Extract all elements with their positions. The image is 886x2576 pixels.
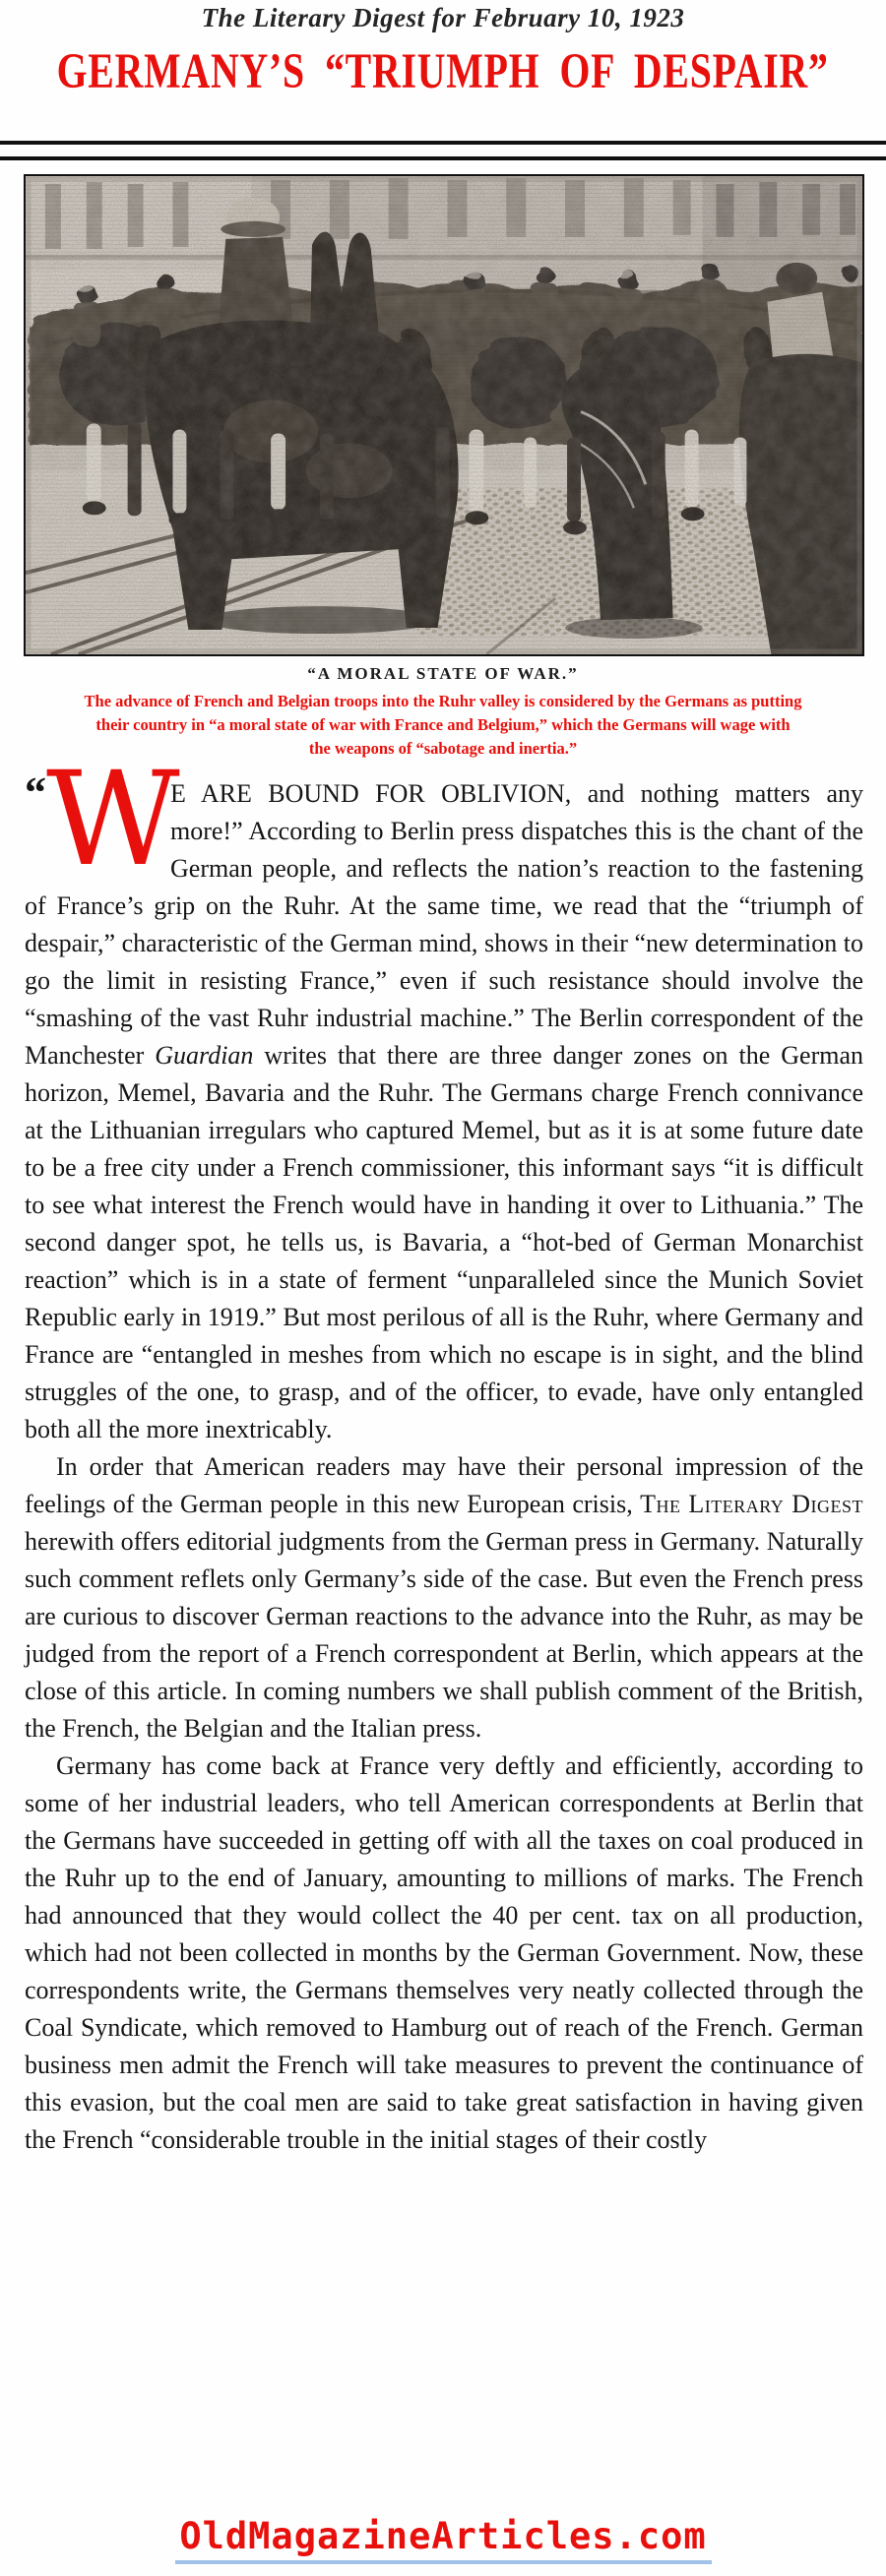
drop-cap-letter: W: [46, 744, 180, 895]
headline: [0, 43, 886, 100]
site-watermark: OldMagazineArticles.com: [179, 2515, 707, 2557]
divider-rule-bottom: [0, 156, 886, 160]
footer-underline: [175, 2560, 712, 2564]
masthead: The Literary Digest for February 10, 1923: [201, 3, 685, 32]
paragraph-2: [25, 1448, 863, 1748]
photo-grain-texture: [26, 176, 862, 654]
cavalry-photo-illustration: [26, 176, 862, 654]
text-segment: herewith offers editorial judgments from the German press in Germany. Naturally such comment reflets only Germany’s side of the case. But even the French press are curious to discover German reactions to the advance into the Ruhr, as may be judged from the report of a French correspondent at Berlin, which appears at the close of this article. In coming numbers we shall publish comment of the British, the French, the Belgian and the Italian press.: [25, 1527, 863, 1743]
article-photo: [24, 174, 864, 656]
text-segment: writes that there are three danger zones on the German horizon, Memel, Bavaria and the Ruhr. The Germans charge French connivance at the Lithuanian irregulars who captured Memel, but as it is at some future date to be a free city under a French commissioner, this informant says “it is difficult to see what interest the French would have in handing it over to Lithuania.” The second danger spot, he tells us, is Bavaria, a “hot-bed of German Monarchist reaction” which is in a state of ferment “unparalleled since the Munich Soviet Republic early in 1919.” But most perilous of all is the Ruhr, where Germany and France are “entangled in meshes from which no escape is in sight, and the blind struggles of the one, to grasp, and of the officer, to evade, have only entangled both all the more inextricably.: [25, 1041, 863, 1443]
paragraph-3: [25, 1748, 863, 2159]
photo-caption-line: the weapons of “sabotage and inertia.”: [308, 739, 578, 758]
text-segment: Germany has come back at France very deftly and efficiently, according to some of her industrial leaders, who tell American correspondents at Berlin that the Germans have succeeded in getting off with all the taxes on coal produced in the Ruhr up to the end of January, amounting to millions of marks. The French had announced that they would collect the 40 per cent. tax on all production, which had not been collected in months by the German Government. Now, these correspondents write, the Germans themselves very neatly collected through the Coal Syndicate, which removed to Hamburg out of reach of the French. German business men admit the French will take measures to prevent the continuance of this evasion, but the coal men are said to take great satisfaction in having given the French “considerable trouble in the initial stages of their costly: [25, 1751, 863, 2154]
photo-caption-line: The advance of French and Belgian troops into the Ruhr valley is considered by the Germans as putting: [84, 692, 802, 710]
drop-cap: [25, 744, 180, 895]
headline-text: GERMANY’S “TRIUMPH OF DESPAIR”: [56, 44, 830, 99]
photo-caption-line: their country in “a moral state of war with France and Belgium,” which the Germans will wage with: [95, 715, 791, 734]
divider-rule-top: [0, 141, 886, 145]
text-segment: E ARE BOUND FOR OBLIVION, and nothing matters any more!” According to Berlin press dispatches this is the chant of the German people, and reflects the nation’s reaction to the fastening of France’s grip on the Ruhr. At the same time, we read that the “triumph of despair,” characteristic of the German mind, shows in their “new determination to go the limit in resisting France,” even if such resistance should involve the “smashing of the vast Ruhr industrial machine.” The Berlin correspondent of the Manchester: [25, 779, 863, 1070]
photo-caption-title: “A MORAL STATE OF WAR.”: [307, 664, 579, 683]
text-segment: In order that American readers may have their personal impression of the feelings of the German people in this new European crisis,: [25, 1452, 863, 1518]
drop-cap-quote: “: [25, 768, 46, 817]
text-segment: Guardian: [155, 1041, 254, 1070]
text-segment: The Literary Digest: [640, 1490, 864, 1518]
